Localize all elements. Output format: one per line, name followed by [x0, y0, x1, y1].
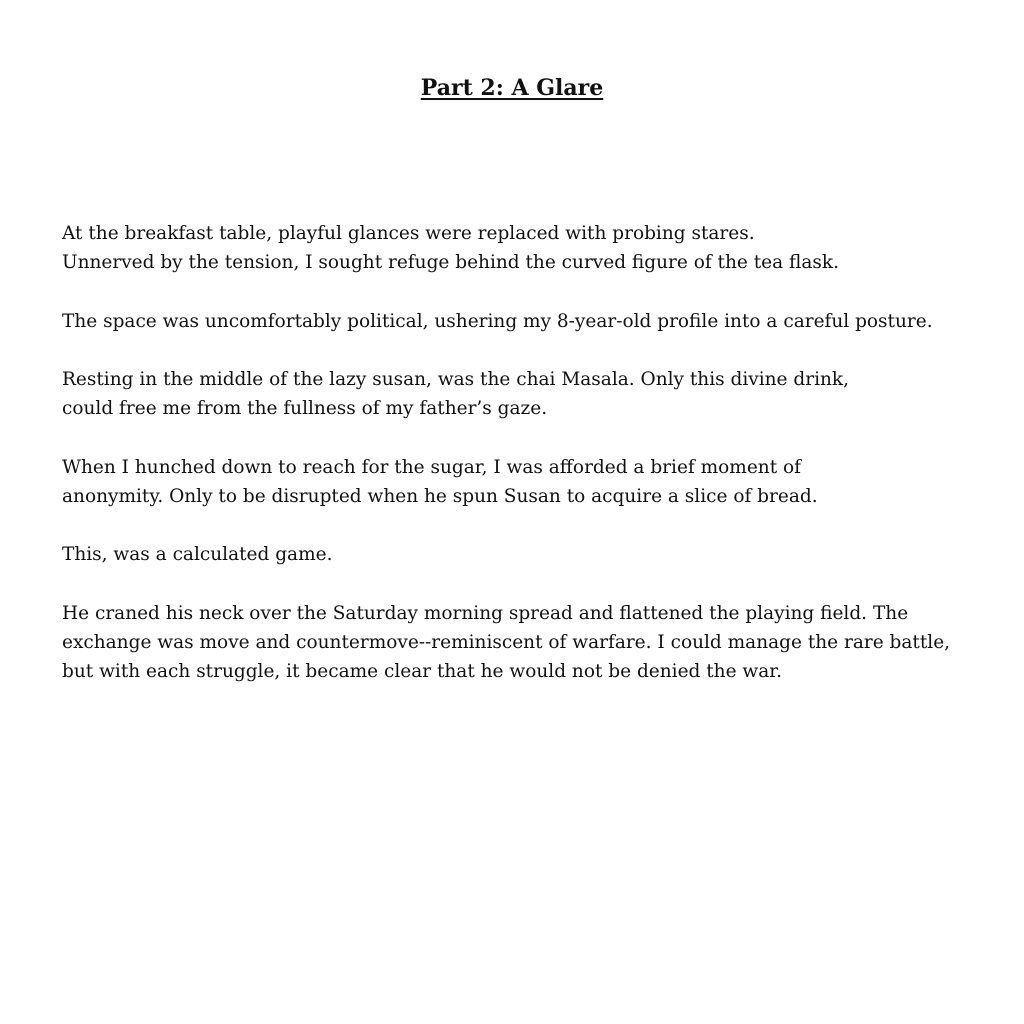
paragraph-line: but with each struggle, it became clear that he would not be denied the war.: [62, 660, 782, 682]
document-body: [62, 219, 982, 715]
paragraph-6: [62, 599, 982, 687]
paragraph-line: exchange was move and countermove--reminiscent of warfare. I could manage the rare battle,: [62, 631, 951, 653]
paragraph-line: This, was a calculated game.: [62, 544, 333, 566]
paragraph-line: could free me from the fullness of my father’s gaze.: [62, 398, 548, 420]
paragraph-line: Resting in the middle of the lazy susan, was the chai Masala. Only this divine drink,: [62, 368, 849, 390]
paragraph-line: When I hunched down to reach for the sugar, I was afforded a brief moment of: [62, 456, 802, 478]
paragraph-line: At the breakfast table, playful glances were replaced with probing stares.: [62, 223, 755, 244]
paragraph-line: He craned his neck over the Saturday morning spread and flattened the playing field. The: [62, 602, 909, 624]
paragraph-5: [62, 540, 982, 569]
paragraph-line: anonymity. Only to be disrupted when he spun Susan to acquire a slice of bread.: [62, 485, 818, 507]
page-title: Part 2: A Glare: [420, 75, 604, 101]
paragraph-line: Unnerved by the tension, I sought refuge behind the curved figure of the tea flask.: [62, 252, 839, 274]
paragraph-4: [62, 453, 982, 511]
paragraph-2: [62, 307, 982, 336]
paragraph-line: The space was uncomfortably political, ushering my 8-year-old profile into a careful posture.: [62, 310, 933, 332]
paragraph-3: [62, 365, 982, 423]
paragraph-1: [62, 219, 982, 277]
